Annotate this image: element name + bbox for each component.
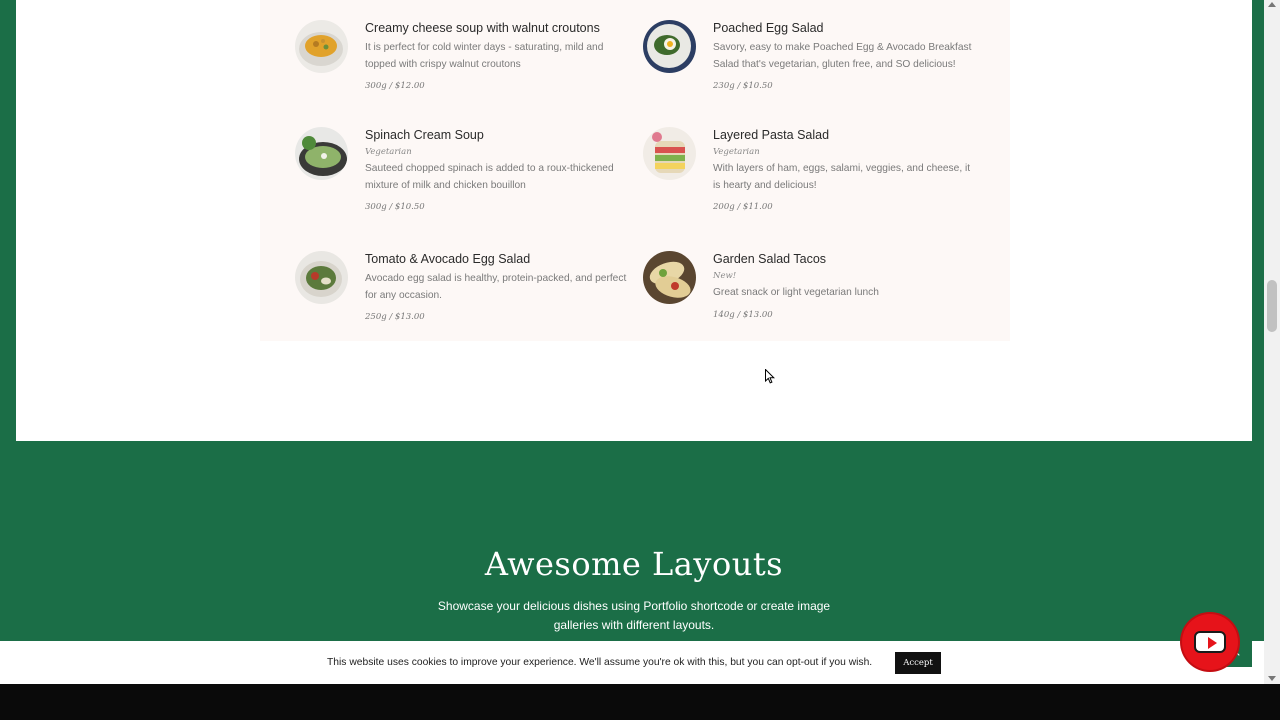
section-subtitle: Showcase your delicious dishes using Portfolio shortcode or create image galleries with different layouts. [437, 599, 831, 632]
dish-image [643, 20, 696, 73]
dish-image [295, 127, 348, 180]
scrollbar-thumb[interactable] [1267, 280, 1277, 332]
dish-description: Great snack or light vegetarian lunch [713, 287, 879, 298]
page-scrollbar[interactable] [1264, 0, 1280, 684]
dish-tag: Vegetarian [713, 147, 760, 157]
dish-name: Creamy cheese soup with walnut croutons [365, 21, 600, 35]
section-title: Awesome Layouts [484, 545, 784, 583]
scroll-down-icon[interactable] [1268, 676, 1276, 681]
dish-description: Savory, easy to make Poached Egg & Avocado Breakfast Salad that's vegetarian, gluten free, and SO delicious! [713, 42, 972, 70]
dish-name: Tomato & Avocado Egg Salad [365, 252, 531, 266]
dish-image [643, 251, 696, 304]
dish-price: 230g / $10.50 [713, 81, 773, 91]
dish-image [295, 20, 348, 73]
youtube-screen [1194, 631, 1226, 653]
page-content [16, 0, 1252, 441]
dish-price: 250g / $13.00 [365, 312, 425, 322]
dish-tag: New! [713, 271, 737, 281]
cookie-message: This website uses cookies to improve your experience. We'll assume you're ok with this, but you can opt-out if you wish. [327, 657, 873, 668]
dish-description: With layers of ham, eggs, salami, veggies, and cheese, it is hearty and delicious! [713, 163, 971, 191]
dish-name: Garden Salad Tacos [713, 252, 827, 266]
dish-tag: Vegetarian [365, 147, 412, 157]
dish-name: Layered Pasta Salad [713, 128, 830, 142]
dish-price: 140g / $13.00 [713, 309, 773, 320]
dish-price: 300g / $12.00 [365, 81, 425, 91]
scroll-up-icon[interactable] [1268, 2, 1276, 7]
mouse-pointer-icon [765, 369, 775, 384]
dish-description: Avocado egg salad is healthy, protein-packed, and perfect for any occasion. [365, 273, 627, 301]
cookie-banner [0, 641, 1264, 684]
dish-image [643, 127, 696, 180]
dish-name: Poached Egg Salad [713, 21, 824, 35]
dish-image [295, 251, 348, 304]
cookie-accept-button[interactable]: Accept [895, 652, 941, 674]
bottom-strip [0, 684, 1280, 720]
dish-description: It is perfect for cold winter days - saturating, mild and topped with crispy walnut croutons [365, 42, 604, 70]
dish-price: 200g / $11.00 [713, 202, 773, 212]
menu-panel [260, 0, 1010, 341]
youtube-icon[interactable] [1182, 614, 1238, 670]
dish-description: Sauteed chopped spinach is added to a roux-thickened mixture of milk and chicken bouillon [365, 163, 614, 191]
dish-name: Spinach Cream Soup [365, 128, 484, 142]
dish-price: 300g / $10.50 [365, 202, 425, 212]
play-icon [1208, 637, 1217, 649]
